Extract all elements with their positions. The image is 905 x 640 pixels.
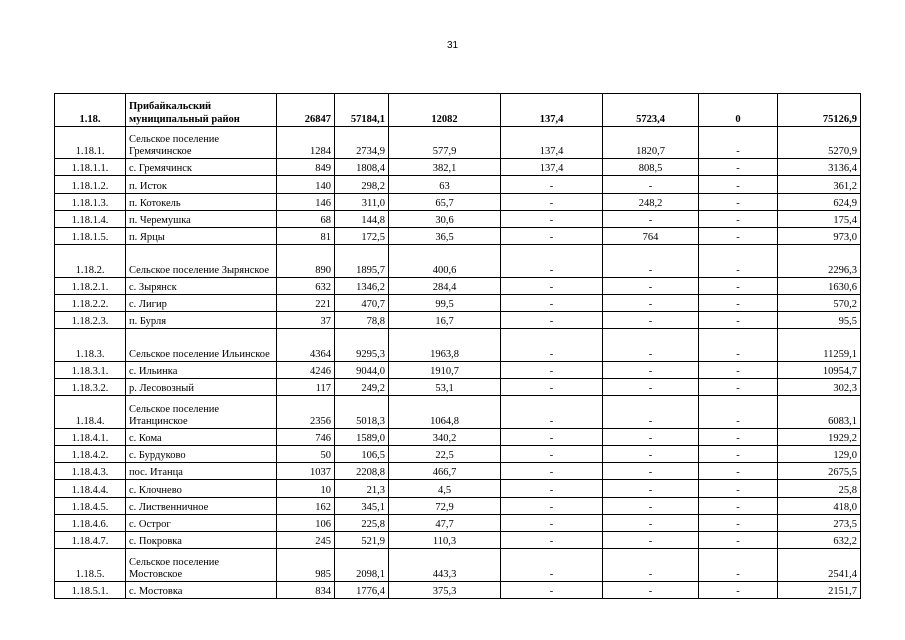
cell-col1: 68 — [277, 210, 335, 227]
data-table — [54, 93, 861, 599]
cell-col3: 110,3 — [389, 531, 501, 548]
row-code: 1.18. — [55, 94, 126, 127]
cell-col6: - — [699, 277, 778, 294]
cell-col1: 162 — [277, 497, 335, 514]
cell-col3: 30,6 — [389, 210, 501, 227]
cell-col2: 311,0 — [335, 193, 389, 210]
row-name: с. Ильинка — [126, 361, 277, 378]
cell-col4: - — [501, 549, 603, 582]
cell-col5: - — [603, 581, 699, 598]
cell-col6: - — [699, 396, 778, 429]
cell-col5: - — [603, 379, 699, 396]
cell-col7: 973,0 — [778, 227, 861, 244]
cell-col4: 137,4 — [501, 126, 603, 159]
cell-col6: - — [699, 361, 778, 378]
cell-col4: - — [501, 581, 603, 598]
cell-col2: 1808,4 — [335, 159, 389, 176]
row-code: 1.18.2. — [55, 245, 126, 278]
cell-col2: 9295,3 — [335, 329, 389, 362]
row-name: с. Острог — [126, 514, 277, 531]
cell-col7: 5270,9 — [778, 126, 861, 159]
cell-col2: 106,5 — [335, 446, 389, 463]
row-code: 1.18.4.5. — [55, 497, 126, 514]
cell-col1: 849 — [277, 159, 335, 176]
cell-col7: 2296,3 — [778, 245, 861, 278]
table-row — [55, 379, 861, 396]
cell-col4: - — [501, 361, 603, 378]
row-name: п. Черемушка — [126, 210, 277, 227]
cell-col7: 2675,5 — [778, 463, 861, 480]
cell-col4: - — [501, 312, 603, 329]
row-code: 1.18.4.4. — [55, 480, 126, 497]
cell-col6: 0 — [699, 94, 778, 127]
cell-col6: - — [699, 463, 778, 480]
cell-col6: - — [699, 126, 778, 159]
cell-col4: - — [501, 514, 603, 531]
table-row — [55, 193, 861, 210]
cell-col5: 808,5 — [603, 159, 699, 176]
cell-col4: - — [501, 193, 603, 210]
row-code: 1.18.5.1. — [55, 581, 126, 598]
cell-col1: 632 — [277, 277, 335, 294]
table-row — [55, 294, 861, 311]
cell-col1: 26847 — [277, 94, 335, 127]
row-code: 1.18.2.3. — [55, 312, 126, 329]
table-row — [55, 549, 861, 582]
cell-col5: 248,2 — [603, 193, 699, 210]
table-row — [55, 329, 861, 362]
row-code: 1.18.3.2. — [55, 379, 126, 396]
table-row — [55, 531, 861, 548]
cell-col5: 1820,7 — [603, 126, 699, 159]
cell-col5: - — [603, 497, 699, 514]
page-number: 31 — [446, 40, 459, 51]
cell-col7: 2541,4 — [778, 549, 861, 582]
cell-col4: - — [501, 428, 603, 445]
cell-col1: 140 — [277, 176, 335, 193]
cell-col6: - — [699, 312, 778, 329]
cell-col2: 521,9 — [335, 531, 389, 548]
cell-col3: 22,5 — [389, 446, 501, 463]
cell-col3: 1910,7 — [389, 361, 501, 378]
cell-col3: 466,7 — [389, 463, 501, 480]
cell-col4: - — [501, 446, 603, 463]
cell-col4: - — [501, 176, 603, 193]
cell-col3: 382,1 — [389, 159, 501, 176]
row-name: р. Лесовозный — [126, 379, 277, 396]
row-code: 1.18.2.1. — [55, 277, 126, 294]
cell-col3: 72,9 — [389, 497, 501, 514]
table-row — [55, 497, 861, 514]
cell-col6: - — [699, 549, 778, 582]
cell-col5: - — [603, 396, 699, 429]
cell-col5: - — [603, 446, 699, 463]
table-row — [55, 514, 861, 531]
row-name: п. Ярцы — [126, 227, 277, 244]
cell-col3: 375,3 — [389, 581, 501, 598]
cell-col4: 137,4 — [501, 159, 603, 176]
cell-col2: 345,1 — [335, 497, 389, 514]
cell-col5: - — [603, 245, 699, 278]
row-name: с. Покровка — [126, 531, 277, 548]
cell-col5: - — [603, 531, 699, 548]
cell-col3: 47,7 — [389, 514, 501, 531]
cell-col5: 764 — [603, 227, 699, 244]
table-row — [55, 159, 861, 176]
cell-col7: 2151,7 — [778, 581, 861, 598]
row-code: 1.18.3.1. — [55, 361, 126, 378]
cell-col5: - — [603, 329, 699, 362]
cell-col4: - — [501, 531, 603, 548]
row-code: 1.18.1.2. — [55, 176, 126, 193]
cell-col5: - — [603, 428, 699, 445]
table-row — [55, 312, 861, 329]
row-name: Сельское поселение Мостовское — [126, 549, 277, 582]
cell-col1: 106 — [277, 514, 335, 531]
cell-col4: - — [501, 227, 603, 244]
cell-col7: 632,2 — [778, 531, 861, 548]
cell-col4: - — [501, 379, 603, 396]
cell-col3: 53,1 — [389, 379, 501, 396]
cell-col2: 21,3 — [335, 480, 389, 497]
table-row — [55, 210, 861, 227]
table-row — [55, 126, 861, 159]
row-name: с. Гремячинск — [126, 159, 277, 176]
cell-col2: 249,2 — [335, 379, 389, 396]
cell-col3: 36,5 — [389, 227, 501, 244]
cell-col1: 2356 — [277, 396, 335, 429]
cell-col7: 95,5 — [778, 312, 861, 329]
cell-col7: 25,8 — [778, 480, 861, 497]
row-name: с. Зырянск — [126, 277, 277, 294]
cell-col6: - — [699, 514, 778, 531]
cell-col4: - — [501, 277, 603, 294]
cell-col6: - — [699, 379, 778, 396]
cell-col5: - — [603, 480, 699, 497]
table-row — [55, 361, 861, 378]
cell-col6: - — [699, 227, 778, 244]
row-name: пос. Итанца — [126, 463, 277, 480]
cell-col7: 570,2 — [778, 294, 861, 311]
cell-col7: 3136,4 — [778, 159, 861, 176]
row-name: с. Мостовка — [126, 581, 277, 598]
table-row — [55, 428, 861, 445]
cell-col7: 1929,2 — [778, 428, 861, 445]
cell-col1: 10 — [277, 480, 335, 497]
cell-col3: 340,2 — [389, 428, 501, 445]
cell-col5: - — [603, 277, 699, 294]
cell-col1: 50 — [277, 446, 335, 463]
row-name: Сельское поселение Гремячинское — [126, 126, 277, 159]
cell-col1: 37 — [277, 312, 335, 329]
cell-col6: - — [699, 329, 778, 362]
row-name: с. Кома — [126, 428, 277, 445]
cell-col7: 129,0 — [778, 446, 861, 463]
table-row — [55, 581, 861, 598]
cell-col1: 834 — [277, 581, 335, 598]
cell-col2: 9044,0 — [335, 361, 389, 378]
cell-col1: 1037 — [277, 463, 335, 480]
row-code: 1.18.4.3. — [55, 463, 126, 480]
cell-col1: 746 — [277, 428, 335, 445]
row-code: 1.18.4.2. — [55, 446, 126, 463]
cell-col6: - — [699, 176, 778, 193]
row-code: 1.18.4. — [55, 396, 126, 429]
cell-col1: 1284 — [277, 126, 335, 159]
table-row — [55, 480, 861, 497]
cell-col5: - — [603, 294, 699, 311]
cell-col6: - — [699, 480, 778, 497]
table-body — [55, 94, 861, 599]
cell-col5: - — [603, 549, 699, 582]
cell-col5: - — [603, 361, 699, 378]
cell-col7: 302,3 — [778, 379, 861, 396]
row-code: 1.18.5. — [55, 549, 126, 582]
row-name: п. Котокель — [126, 193, 277, 210]
cell-col6: - — [699, 497, 778, 514]
cell-col6: - — [699, 446, 778, 463]
row-code: 1.18.2.2. — [55, 294, 126, 311]
cell-col3: 65,7 — [389, 193, 501, 210]
cell-col3: 99,5 — [389, 294, 501, 311]
cell-col3: 16,7 — [389, 312, 501, 329]
cell-col2: 172,5 — [335, 227, 389, 244]
cell-col4: - — [501, 497, 603, 514]
cell-col1: 146 — [277, 193, 335, 210]
cell-col2: 2098,1 — [335, 549, 389, 582]
cell-col4: 137,4 — [501, 94, 603, 127]
cell-col4: - — [501, 396, 603, 429]
cell-col2: 298,2 — [335, 176, 389, 193]
cell-col4: - — [501, 480, 603, 497]
table-row — [55, 227, 861, 244]
cell-col4: - — [501, 329, 603, 362]
cell-col6: - — [699, 159, 778, 176]
cell-col6: - — [699, 294, 778, 311]
cell-col1: 81 — [277, 227, 335, 244]
cell-col5: - — [603, 463, 699, 480]
cell-col1: 117 — [277, 379, 335, 396]
cell-col6: - — [699, 210, 778, 227]
table-row — [55, 176, 861, 193]
cell-col1: 221 — [277, 294, 335, 311]
row-code: 1.18.1. — [55, 126, 126, 159]
row-name: с. Бурдуково — [126, 446, 277, 463]
cell-col1: 4246 — [277, 361, 335, 378]
cell-col4: - — [501, 245, 603, 278]
cell-col2: 144,8 — [335, 210, 389, 227]
cell-col2: 1895,7 — [335, 245, 389, 278]
cell-col7: 624,9 — [778, 193, 861, 210]
cell-col2: 470,7 — [335, 294, 389, 311]
cell-col2: 225,8 — [335, 514, 389, 531]
cell-col4: - — [501, 463, 603, 480]
cell-col5: - — [603, 176, 699, 193]
cell-col4: - — [501, 210, 603, 227]
cell-col3: 400,6 — [389, 245, 501, 278]
row-code: 1.18.1.1. — [55, 159, 126, 176]
row-name: Сельское поселение Зырянское — [126, 245, 277, 278]
cell-col6: - — [699, 193, 778, 210]
row-code: 1.18.4.6. — [55, 514, 126, 531]
cell-col3: 1963,8 — [389, 329, 501, 362]
cell-col5: - — [603, 514, 699, 531]
row-code: 1.18.3. — [55, 329, 126, 362]
cell-col2: 1346,2 — [335, 277, 389, 294]
row-name: Прибайкальский муниципальный район — [126, 94, 277, 127]
row-code: 1.18.1.3. — [55, 193, 126, 210]
row-name: п. Бурля — [126, 312, 277, 329]
row-name: с. Лигир — [126, 294, 277, 311]
cell-col3: 443,3 — [389, 549, 501, 582]
cell-col7: 418,0 — [778, 497, 861, 514]
cell-col7: 361,2 — [778, 176, 861, 193]
row-name: п. Исток — [126, 176, 277, 193]
cell-col5: 5723,4 — [603, 94, 699, 127]
cell-col6: - — [699, 531, 778, 548]
cell-col7: 175,4 — [778, 210, 861, 227]
cell-col3: 284,4 — [389, 277, 501, 294]
cell-col3: 577,9 — [389, 126, 501, 159]
table-row — [55, 446, 861, 463]
cell-col7: 6083,1 — [778, 396, 861, 429]
table-row — [55, 396, 861, 429]
row-code: 1.18.1.5. — [55, 227, 126, 244]
cell-col6: - — [699, 428, 778, 445]
cell-col4: - — [501, 294, 603, 311]
cell-col2: 2208,8 — [335, 463, 389, 480]
cell-col3: 4,5 — [389, 480, 501, 497]
cell-col6: - — [699, 245, 778, 278]
cell-col1: 4364 — [277, 329, 335, 362]
cell-col5: - — [603, 210, 699, 227]
row-name: Сельское поселение Итанцинское — [126, 396, 277, 429]
cell-col7: 273,5 — [778, 514, 861, 531]
cell-col1: 985 — [277, 549, 335, 582]
table-row — [55, 245, 861, 278]
row-name: с. Лиственничное — [126, 497, 277, 514]
row-name: Сельское поселение Ильинское — [126, 329, 277, 362]
table-row — [55, 277, 861, 294]
row-code: 1.18.1.4. — [55, 210, 126, 227]
cell-col7: 10954,7 — [778, 361, 861, 378]
row-code: 1.18.4.1. — [55, 428, 126, 445]
cell-col3: 12082 — [389, 94, 501, 127]
table-row — [55, 463, 861, 480]
cell-col7: 1630,6 — [778, 277, 861, 294]
cell-col7: 11259,1 — [778, 329, 861, 362]
cell-col5: - — [603, 312, 699, 329]
cell-col2: 5018,3 — [335, 396, 389, 429]
cell-col1: 245 — [277, 531, 335, 548]
row-code: 1.18.4.7. — [55, 531, 126, 548]
cell-col2: 57184,1 — [335, 94, 389, 127]
table-row-total — [55, 94, 861, 127]
cell-col7: 75126,9 — [778, 94, 861, 127]
cell-col2: 78,8 — [335, 312, 389, 329]
cell-col6: - — [699, 581, 778, 598]
row-name: с. Клочнево — [126, 480, 277, 497]
cell-col3: 63 — [389, 176, 501, 193]
cell-col2: 1589,0 — [335, 428, 389, 445]
cell-col3: 1064,8 — [389, 396, 501, 429]
cell-col2: 2734,9 — [335, 126, 389, 159]
cell-col2: 1776,4 — [335, 581, 389, 598]
cell-col1: 890 — [277, 245, 335, 278]
